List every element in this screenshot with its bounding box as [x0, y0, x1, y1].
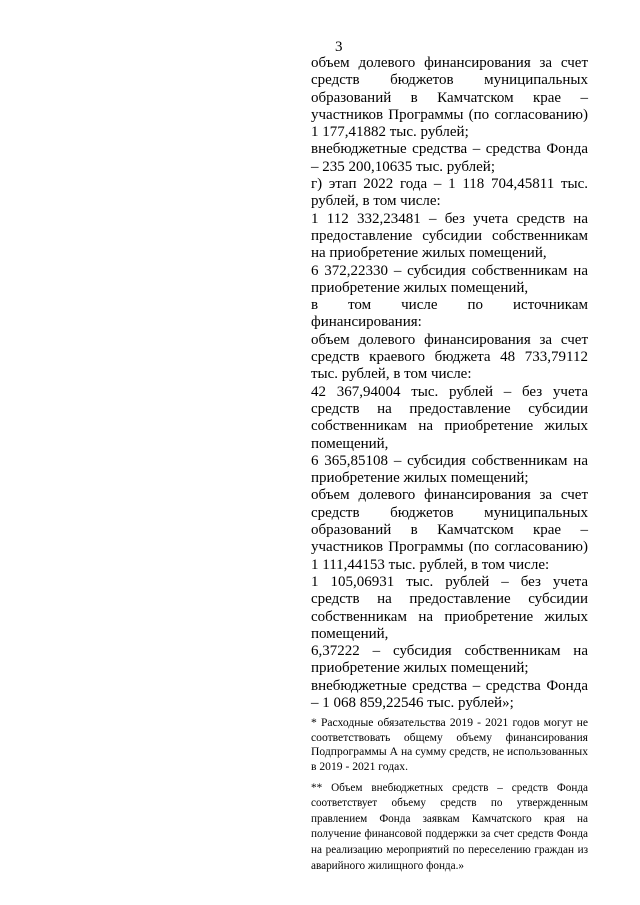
footnote-1: * Расходные обязательства 2019 - 2021 годов могут не соответствовать общему объему финансирования Подпрограммы А на сумму средств, не использованных в 2019 - 2021 годах. [311, 716, 588, 774]
paragraph-extrabudget-2022: внебюджетные средства – средства Фонда – 1 068 859,22546 тыс. рублей»; [311, 677, 588, 711]
paragraph-municipal-2021: объем долевого финансирования за счет средств бюджетов муниципальных образований в Камчатском крае – участников Программы (по согласованию) 1 177,41882 тыс. рублей; [311, 55, 588, 141]
paragraph-subsidy: 6 372,22330 – субсидия собственникам на приобретение жилых помещений, [311, 262, 588, 296]
paragraph-extrabudget-2021: внебюджетные средства – средства Фонда – 235 200,10635 тыс. рублей; [311, 141, 588, 175]
paragraph-regional-without-subsidy: 42 367,94004 тыс. рублей – без учета средств на предоставление субсидии собственникам на приобретение жилых помещений, [311, 383, 588, 452]
paragraph-by-sources: в том числе по источникам финансирования: [311, 297, 588, 331]
document-body [311, 55, 588, 874]
paragraph-regional-budget: объем долевого финансирования за счет средств краевого бюджета 48 733,79112 тыс. рублей, в том числе: [311, 331, 588, 383]
paragraph-without-subsidy: 1 112 332,23481 – без учета средств на предоставление субсидии собственникам на приобретение жилых помещений, [311, 210, 588, 262]
paragraph-municipal-2022: объем долевого финансирования за счет средств бюджетов муниципальных образований в Камчатском крае – участников Программы (по согласованию) 1 111,44153 тыс. рублей, в том числе: [311, 487, 588, 573]
paragraph-regional-subsidy: 6 365,85108 – субсидия собственникам на приобретение жилых помещений; [311, 452, 588, 487]
paragraph-municipal-subsidy: 6,37222 – субсидия собственникам на приобретение жилых помещений; [311, 643, 588, 677]
footnote-2: ** Объем внебюджетных средств – средств Фонда соответствует объему средств по утвержденным правлением Фонда заявкам Камчатского края на получение финансовой поддержки за счет средств Фонда на реализацию мероприятий по переселению граждан из аварийного жилищного фонда.» [311, 781, 588, 872]
paragraph-stage-2022: г) этап 2022 года – 1 118 704,45811 тыс. рублей, в том числе: [311, 176, 588, 210]
page-number: 3 [335, 39, 343, 55]
paragraph-municipal-without-subsidy: 1 105,06931 тыс. рублей – без учета средств на предоставление субсидии собственникам на приобретение жилых помещений, [311, 573, 588, 642]
